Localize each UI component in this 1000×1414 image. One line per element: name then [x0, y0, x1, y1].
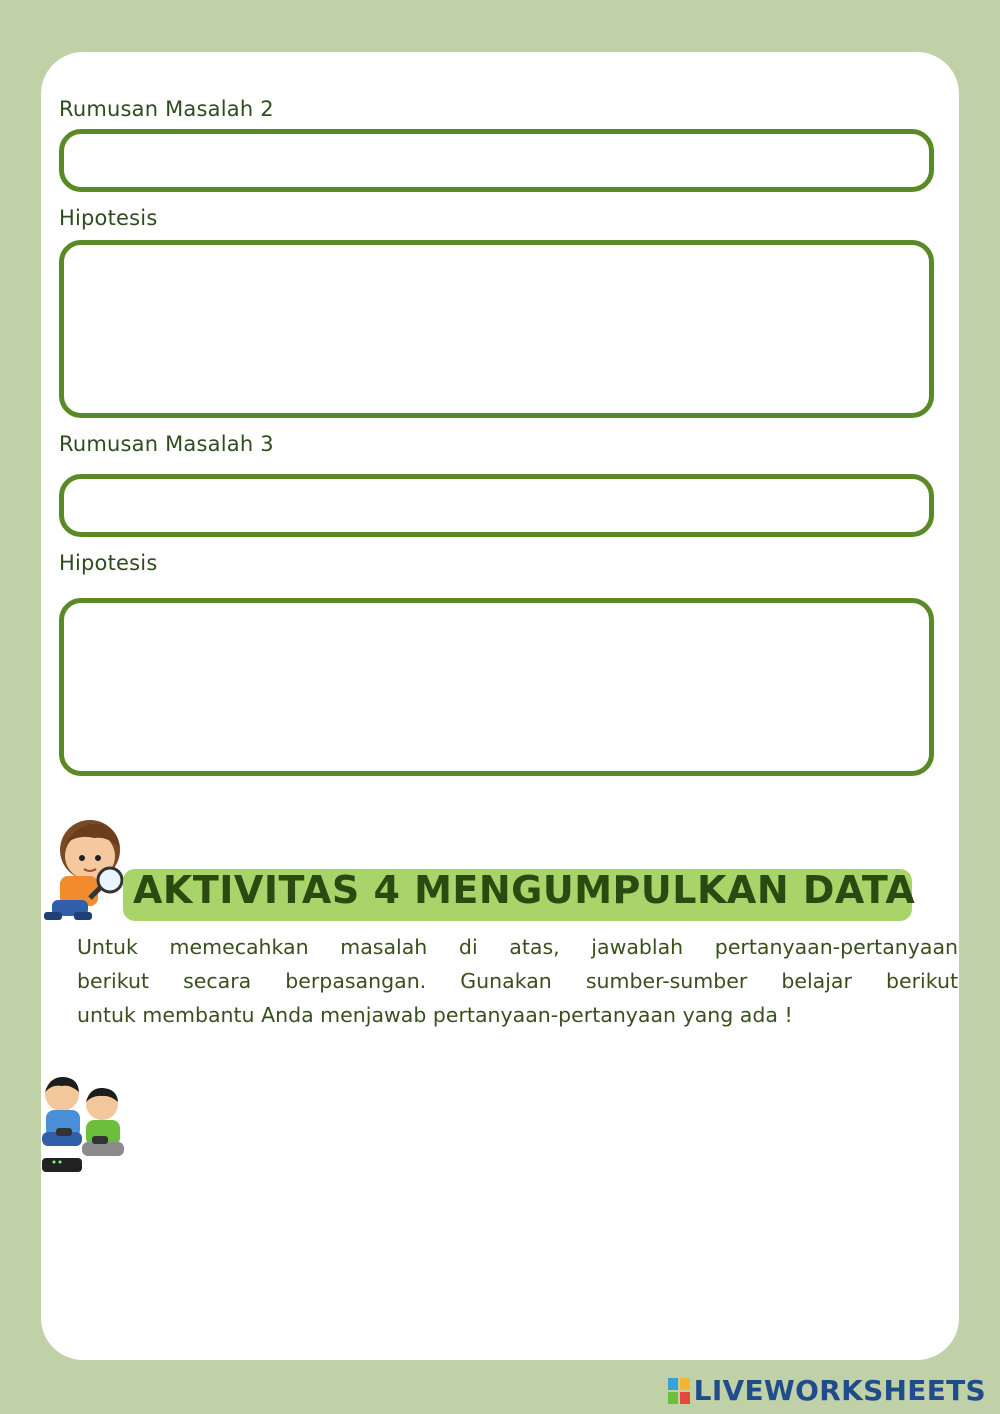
rumusan-masalah-3-label: Rumusan Masalah 3: [59, 432, 274, 456]
hipotesis-3-label: Hipotesis: [59, 551, 158, 575]
hipotesis-2-label: Hipotesis: [59, 206, 158, 230]
hipotesis-2-input[interactable]: [59, 240, 934, 418]
liveworksheets-brand: [668, 1374, 986, 1407]
brand-text: LIVEWORKSHEETS: [693, 1374, 986, 1407]
activity-instructions: [77, 930, 958, 1032]
kids-playing-illustration: [40, 1074, 128, 1182]
instruction-line: Untuk memecahkan masalah di atas, jawablah pertanyaan-pertanyaan: [77, 935, 958, 959]
instruction-line: berikut secara berpasangan. Gunakan sumber-sumber belajar berikut: [77, 969, 958, 993]
activity-title: AKTIVITAS 4 MENGUMPULKAN DATA: [133, 868, 916, 912]
boy-magnifier-illustration: [38, 814, 130, 922]
liveworksheets-logo-icon: [668, 1378, 690, 1404]
rumusan-masalah-3-input[interactable]: [59, 474, 934, 537]
rumusan-masalah-2-input[interactable]: [59, 129, 934, 192]
hipotesis-3-input[interactable]: [59, 598, 934, 776]
instruction-line: untuk membantu Anda menjawab pertanyaan-pertanyaan yang ada !: [77, 1003, 793, 1027]
rumusan-masalah-2-label: Rumusan Masalah 2: [59, 97, 274, 121]
